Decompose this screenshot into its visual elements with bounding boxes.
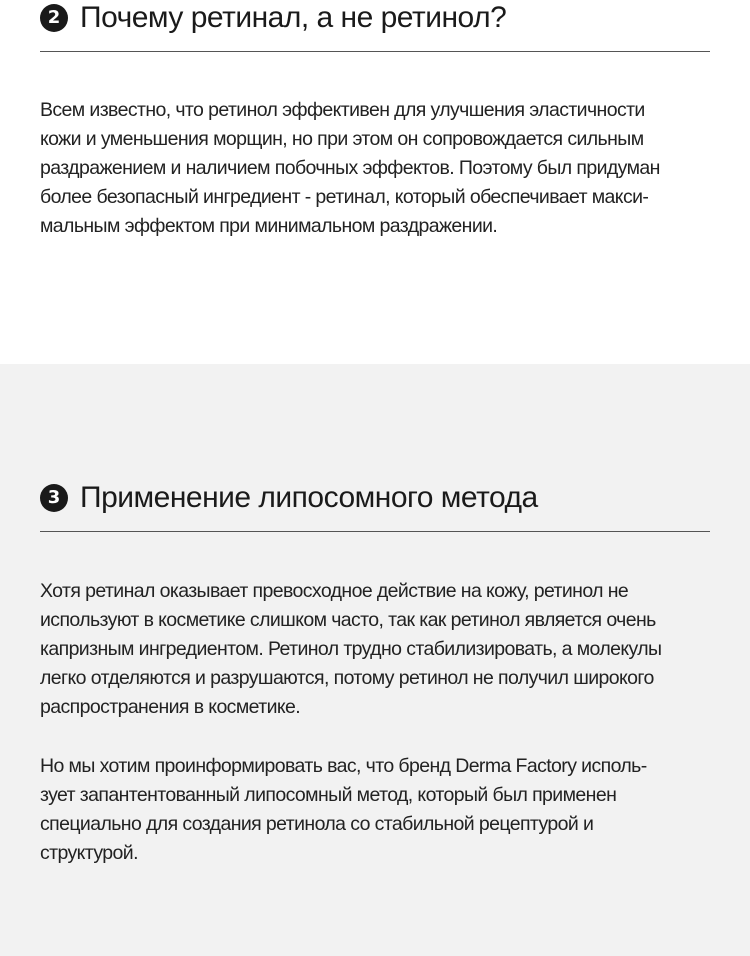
- paragraph-line: капризным ингредиентом. Ретинол трудно стабилизировать, а молекулы: [40, 638, 662, 660]
- section-3-heading: [40, 478, 538, 518]
- number-badge-2: 2: [40, 4, 68, 32]
- section-retinal-vs-retinol: [0, 0, 750, 364]
- paragraph-line: распространения в косметике.: [40, 696, 301, 718]
- section-3-paragraph-1: [40, 577, 720, 722]
- number-badge-3: 3: [40, 484, 68, 512]
- section-2-paragraph: [40, 96, 720, 241]
- section-2-title: Почему ретинал, а не ретинол?: [80, 1, 507, 34]
- paragraph-line: специально для создания ретинола со стабильной рецептурой и: [40, 813, 594, 835]
- section-3-paragraph-2: [40, 752, 720, 868]
- paragraph-line: раздражением и наличием побочных эффектов. Поэтому был придуман: [40, 157, 660, 179]
- paragraph-line: Но мы хотим проинформировать вас, что бренд Derma Factory исполь-: [40, 755, 647, 777]
- paragraph-line: структурой.: [40, 842, 138, 864]
- section-2-divider: [40, 51, 710, 52]
- section-2-heading: [40, 0, 506, 38]
- paragraph-line: зует запантентованный липосомный метод, который был применен: [40, 784, 617, 806]
- paragraph-line: легко отделяются и разрушаются, потому ретинол не получил широкого: [40, 667, 654, 689]
- paragraph-line: используют в косметике слишком часто, так как ретинол является очень: [40, 609, 656, 631]
- section-3-title: Применение липосомного метода: [80, 481, 538, 514]
- paragraph-line: Хотя ретинал оказывает превосходное действие на кожу, ретинол не: [40, 580, 629, 602]
- paragraph-line: кожи и уменьшения морщин, но при этом он сопровождается сильным: [40, 128, 644, 150]
- paragraph-line: Всем известно, что ретинол эффективен для улучшения эластичности: [40, 99, 645, 121]
- paragraph-line: мальным эффектом при минимальном раздражении.: [40, 215, 498, 237]
- section-3-divider: [40, 531, 710, 532]
- section-liposome-method: [0, 364, 750, 956]
- paragraph-line: более безопасный ингредиент - ретинал, который обеспечивает макси-: [40, 186, 649, 208]
